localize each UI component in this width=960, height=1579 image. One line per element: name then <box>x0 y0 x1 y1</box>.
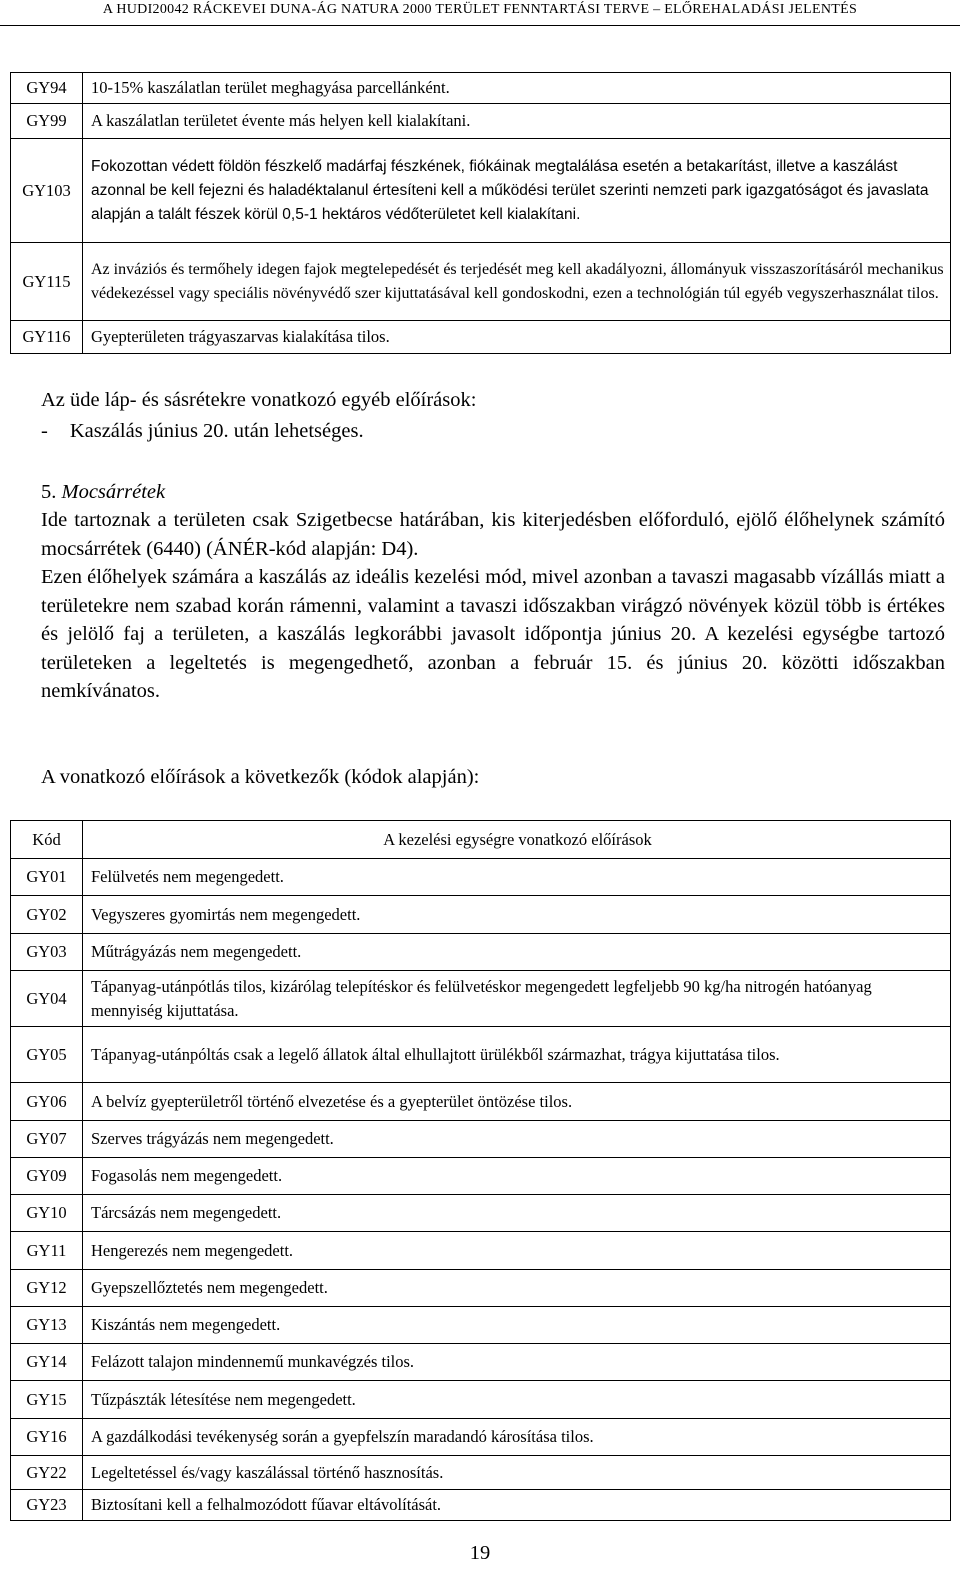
rule-text: Legeltetéssel és/vagy kaszálással történő hasznosítás. <box>83 1456 951 1490</box>
rule-text: Az inváziós és termőhely idegen fajok megtelepedését és terjedését meg kell akadályozni, állományuk visszaszorításáról mechanikus védekezéssel vagy speciális növényvédő szer kijuttatásával kell gondoskodni, ezen a technológián túl egyéb vegyszerhasználat tilos. <box>83 243 951 321</box>
other-rules-heading: Az üde láp- és sásrétekre vonatkozó egyéb előírások: <box>41 389 477 411</box>
table-row <box>11 1158 951 1195</box>
table-row <box>11 139 951 243</box>
rule-code: GY103 <box>11 139 83 243</box>
table-row <box>11 896 951 934</box>
rule-text: Tűzpászták létesítése nem megengedett. <box>83 1381 951 1419</box>
rule-code: GY03 <box>11 934 83 971</box>
table-row <box>11 1027 951 1083</box>
table-row <box>11 104 951 139</box>
table-row <box>11 934 951 971</box>
rule-code: GY11 <box>11 1232 83 1270</box>
rule-text: Gyepterületen trágyaszarvas kialakítása tilos. <box>83 321 951 354</box>
table-row <box>11 243 951 321</box>
rule-code: GY23 <box>11 1490 83 1521</box>
section-heading <box>41 478 945 507</box>
rule-code: GY115 <box>11 243 83 321</box>
rule-text: 10-15% kaszálatlan terület meghagyása parcellánként. <box>83 73 951 104</box>
rule-code: GY13 <box>11 1307 83 1344</box>
rule-code: GY10 <box>11 1195 83 1232</box>
rule-text: Vegyszeres gyomirtás nem megengedett. <box>83 896 951 934</box>
section-number: 5. <box>41 481 57 503</box>
rule-code: GY07 <box>11 1121 83 1158</box>
table-row <box>11 1419 951 1456</box>
rule-code: GY12 <box>11 1270 83 1307</box>
rule-code: GY09 <box>11 1158 83 1195</box>
table-row <box>11 1490 951 1521</box>
table-row <box>11 1307 951 1344</box>
rule-text: Tápanyag-utánpótlás tilos, kizárólag telepítéskor és felülvetéskor megengedett legfeljebb 90 kg/ha nitrogén hatóanyag mennyiség kijuttatása. <box>83 971 951 1027</box>
rule-text: Tárcsázás nem megengedett. <box>83 1195 951 1232</box>
rule-code: GY16 <box>11 1419 83 1456</box>
rule-code: GY116 <box>11 321 83 354</box>
section-title: Mocsárrétek <box>61 481 166 503</box>
rule-text: Kiszántás nem megengedett. <box>83 1307 951 1344</box>
page-number: 19 <box>469 1542 491 1564</box>
rule-code: GY06 <box>11 1083 83 1121</box>
rule-text: Fogasolás nem megengedett. <box>83 1158 951 1195</box>
table-row <box>11 1121 951 1158</box>
rule-code: GY99 <box>11 104 83 139</box>
rule-text: A belvíz gyepterületről történő elvezetése és a gyepterület öntözése tilos. <box>83 1083 951 1121</box>
rule-code: GY04 <box>11 971 83 1027</box>
rules-heading: A vonatkozó előírások a következők (kódok alapján): <box>41 766 480 788</box>
rule-text: Műtrágyázás nem megengedett. <box>83 934 951 971</box>
rule-text: Fokozottan védett földön fészkelő madárfaj fészkének, fiókáinak megtalálása esetén a betakarítást, illetve a kaszálást azonnal be kell fejezni és haladéktalanul értesíteni kell a működési terület szerinti nemzeti park igazgatóságot és javaslata alapján a talált fészek körül 0,5-1 hektáros védőterületet kell kialakítani. <box>83 139 951 243</box>
rule-text: Szerves trágyázás nem megengedett. <box>83 1121 951 1158</box>
rule-text: Felázott talajon mindennemű munkavégzés tilos. <box>83 1344 951 1381</box>
rule-text: A gazdálkodási tevékenység során a gyepfelszín maradandó károsítása tilos. <box>83 1419 951 1456</box>
rule-text: Felülvetés nem megengedett. <box>83 859 951 896</box>
rule-text: Biztosítani kell a felhalmozódott fűavar eltávolítását. <box>83 1490 951 1521</box>
rules-table-lower <box>10 820 951 1521</box>
rules-table-upper <box>10 72 951 354</box>
table-row <box>11 1195 951 1232</box>
running-header <box>0 0 960 24</box>
table-row <box>11 1344 951 1381</box>
rule-code: GY15 <box>11 1381 83 1419</box>
table-row <box>11 1232 951 1270</box>
rule-code: GY01 <box>11 859 83 896</box>
column-header-code: Kód <box>11 821 83 859</box>
rule-code: GY14 <box>11 1344 83 1381</box>
table-row <box>11 859 951 896</box>
rule-code: GY05 <box>11 1027 83 1083</box>
rule-text: A kaszálatlan területet évente más helyen kell kialakítani. <box>83 104 951 139</box>
list-dash: - <box>41 420 48 442</box>
rule-code: GY02 <box>11 896 83 934</box>
other-rules-item <box>41 417 945 446</box>
table-row <box>11 1456 951 1490</box>
column-header-rules: A kezelési egységre vonatkozó előírások <box>83 821 951 859</box>
header-title: A HUDI20042 RÁCKEVEI DUNA-ÁG NATURA 2000 TERÜLET FENNTARTÁSI TERVE – ELŐREHALADÁSI JELENTÉS <box>102 2 858 17</box>
rule-code: GY94 <box>11 73 83 104</box>
rule-text: Hengerezés nem megengedett. <box>83 1232 951 1270</box>
section-paragraph-2: Ezen élőhelyek számára a kaszálás az ideális kezelési mód, mivel azonban a tavaszi magasabb vízállás miatt a területekre nem szabad korán rámenni, valamint a tavaszi időszakban virágzó növények közül több is értékes és jelölő faj a területen, a kaszálás legkorábbi javasolt időpontja június 20. A kezelési egységbe tartozó területeken a legeltetés is megengedhető, azonban a február 15. és június 20. közötti időszakban nemkívánatos. <box>41 566 945 703</box>
table-row <box>11 971 951 1027</box>
table-header-row <box>11 821 951 859</box>
section-paragraph-1: Ide tartoznak a területen csak Szigetbecse határában, kis kiterjedésben előforduló, ejölő élőhelynek számító mocsárrétek (6440) (ÁNÉR-kód alapján: D4). <box>41 509 945 560</box>
rule-code: GY22 <box>11 1456 83 1490</box>
list-item-text: Kaszálás június 20. után lehetséges. <box>69 420 364 442</box>
table-row <box>11 1083 951 1121</box>
table-row <box>11 1270 951 1307</box>
table-row <box>11 1381 951 1419</box>
table-row <box>11 321 951 354</box>
rule-text: Tápanyag-utánpóltás csak a legelő állatok által elhullajtott ürülékből származhat, trágya kijuttatása tilos. <box>83 1027 951 1083</box>
table-row <box>11 73 951 104</box>
header-divider <box>0 25 960 26</box>
rule-text: Gyepszellőztetés nem megengedett. <box>83 1270 951 1307</box>
